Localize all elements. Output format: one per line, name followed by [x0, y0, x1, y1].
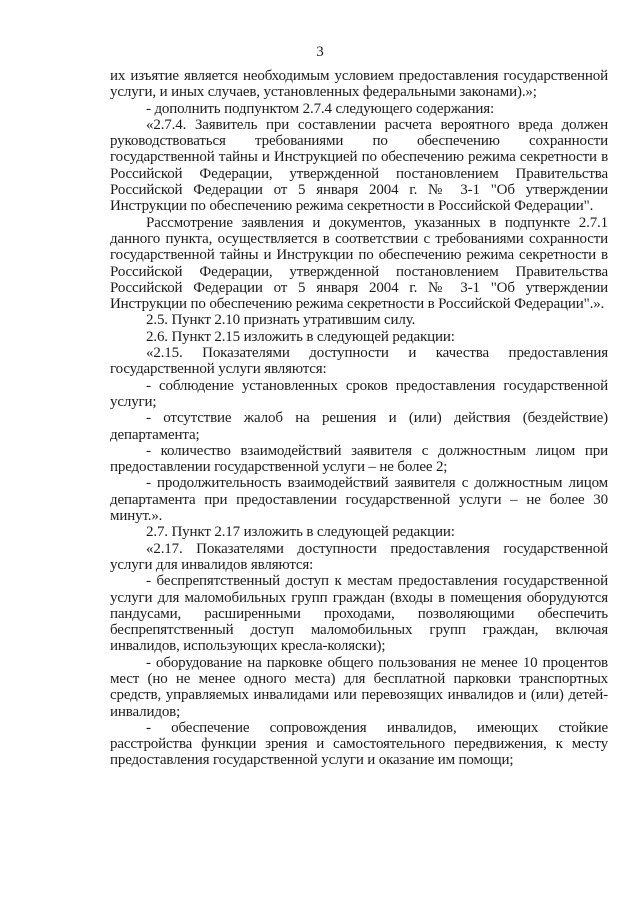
paragraph: - оборудование на парковке общего пользования не менее 10 процентов мест (но не менее одного места) для бесплатной парковки транспортных средств, управляемых инвалидами или перевозящих инвалидов и (или) детей-инвалидов; [110, 654, 608, 720]
document-body [110, 68, 608, 769]
paragraph: - отсутствие жалоб на решения и (или) действия (бездействие) департамента; [110, 410, 608, 443]
page-number: 3 [316, 44, 324, 60]
paragraph: их изъятие является необходимым условием предоставления государственной услуги, и иных случаев, установленных федеральными законами).»; [110, 68, 608, 101]
paragraph: - беспрепятственный доступ к местам предоставления государственной услуги для маломобильных групп граждан (входы в помещения оборудуются пандусами, расширенными проходами, позволяющими обеспечить беспрепятственный доступ маломобильных групп граждан, включая инвалидов, использующих кресла-коляски); [110, 573, 608, 655]
paragraph: 2.5. Пункт 2.10 признать утратившим силу. [146, 312, 416, 329]
paragraph: - обеспечение сопровождения инвалидов, имеющих стойкие расстройства функции зрения и самостоятельного передвижения, к месту предоставления государственной услуги и оказание им помощи; [110, 719, 608, 769]
paragraph: 2.6. Пункт 2.15 изложить в следующей редакции: [146, 328, 455, 345]
paragraph: - дополнить подпунктом 2.7.4 следующего содержания: [146, 100, 495, 117]
paragraph: - продолжительность взаимодействий заявителя с должностным лицом департамента при предоставлении государственной услуги – не более 30 минут.». [110, 475, 608, 525]
paragraph: «2.17. Показателями доступности предоставления государственной услуги для инвалидов являются: [110, 540, 608, 573]
paragraph: «2.15. Показателями доступности и качества предоставления государственной услуги являются: [110, 345, 608, 378]
paragraph: 2.7. Пункт 2.17 изложить в следующей редакции: [146, 524, 455, 541]
paragraph: - соблюдение установленных сроков предоставления государственной услуги; [110, 377, 608, 410]
paragraph: Рассмотрение заявления и документов, указанных в подпункте 2.7.1 данного пункта, осуществляется в соответствии с требованиями сохранности государственной тайны и Инструкции по обеспечению режима секретности в Российской Федерации, утвержденной постановлением Правительства Российской Федерации от 5 января 2004 г. № 3-1 "Об утверждении Инструкции по обеспечению режима секретности в Российской Федерации".». [110, 214, 608, 313]
paragraph: - количество взаимодействий заявителя с должностным лицом при предоставлении государственной услуги – не более 2; [110, 442, 608, 476]
paragraph: «2.7.4. Заявитель при составлении расчета вероятного вреда должен руководствоваться требованиями по обеспечению сохранности государственной тайны и Инструкцией по обеспечению режима секретности в Российской Федерации, утвержденной постановлением Правительства Российской Федерации от 5 января 2004 г. № 3-1 "Об утверждении Инструкции по обеспечению режима секретности в Российской Федерации". [110, 116, 608, 215]
